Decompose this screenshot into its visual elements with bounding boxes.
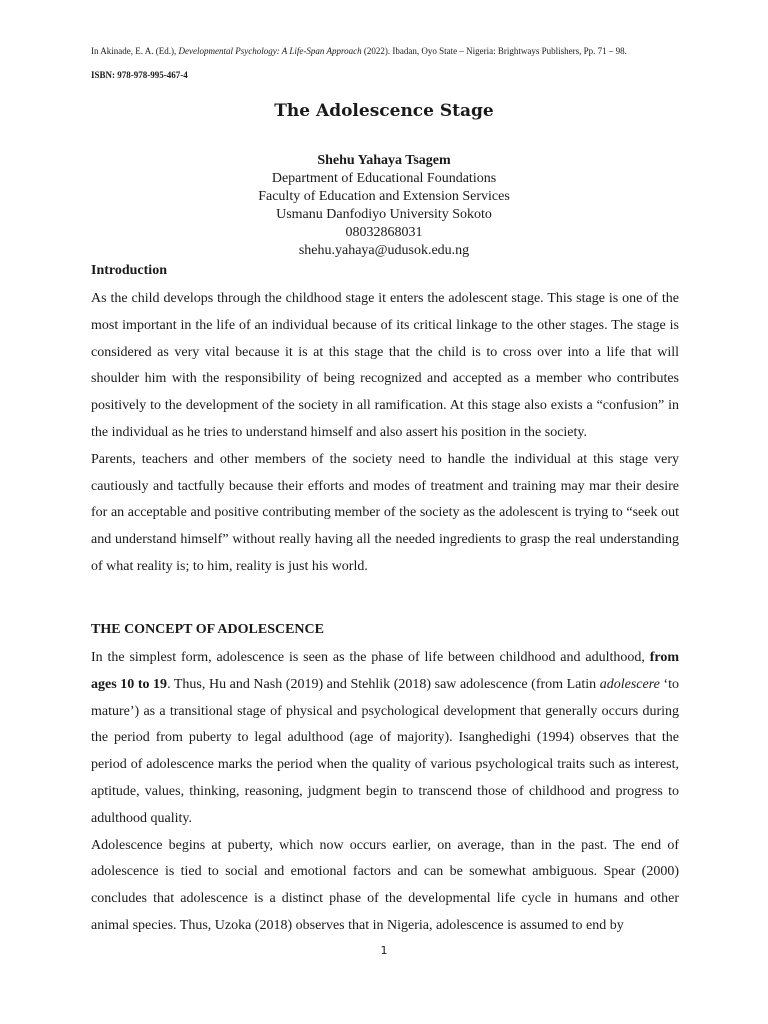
citation-prefix: In Akinade, E. A. (Ed.), [91, 46, 179, 56]
introduction-heading: Introduction [91, 263, 167, 278]
age-range-emphasis: from ages 10 to 19 [91, 650, 679, 692]
author-department: Department of Educational Foundations [271, 171, 497, 186]
page-title: The Adolescence Stage [274, 101, 494, 121]
introduction-body [91, 286, 679, 581]
concept-paragraph-1: In the simplest form, adolescence is seen as the phase of life between childhood and adulthood, from ages 10 to 19. Thus, Hu and Nash (2019) and Stehlik (2018) saw adolescence (from Latin adolescere ‘to mature’) as a transitional stage of physical and psychological development that generally occurs during the period from puberty to legal adulthood (age of majority). Isanghedighi (1994) observes that the period of adolescence marks the period when the quality of various psychological traits such as interest, aptitude, values, thinking, reasoning, judgment begin to transcend those of childhood and progress to adulthood quality. [91, 650, 679, 826]
author-block [0, 152, 768, 260]
introduction-paragraph-2: Parents, teachers and other members of the society need to handle the individual at this stage very cautiously and tactfully because their efforts and modes of treatment and training may mar their desire for an acceptable and positive contributing member of the society as the adolescent is trying to “seek out and understand himself” without really having all the needed ingredients to grasp the real understanding of what reality is; to him, reality is just his world. [91, 451, 679, 574]
isbn: ISBN: 978-978-995-467-4 [91, 70, 188, 80]
concept-body [91, 645, 679, 940]
citation-suffix: (2022). Ibadan, Oyo State – Nigeria: Brightways Publishers, Pp. 71 – 98. [361, 46, 627, 56]
latin-term: adolescere [599, 676, 660, 692]
author-university: Usmanu Danfodiyo University Sokoto [276, 207, 492, 222]
introduction-paragraph-1: As the child develops through the childhood stage it enters the adolescent stage. This stage is one of the most important in the life of an individual because of its critical linkage to the other stages. The stage is considered as very vital because it is at this stage that the child is to cross over into a life that will shoulder him with the responsibility of being recognized and accepted as a member who contributes positively to the development of the society in all ramification. At this stage also exists a “confusion” in the individual as he tries to understand himself and also assert his position in the society. [91, 291, 679, 440]
author-name: Shehu Yahaya Tsagem [317, 153, 451, 168]
citation-book-title: Developmental Psychology: A Life-Span Approach [178, 46, 362, 56]
concept-paragraph-2: Adolescence begins at puberty, which now occurs earlier, on average, than in the past. The end of adolescence is tied to social and emotional factors and can be somewhat ambiguous. Spear (2000) concludes that adolescence is a distinct phase of the developmental life cycle in humans and other animal species. Thus, Uzoka (2018) observes that in Nigeria, adolescence is assumed to end by [91, 837, 679, 933]
author-phone: 08032868031 [345, 225, 423, 240]
citation-line [91, 46, 683, 57]
author-email: shehu.yahaya@udusok.edu.ng [298, 243, 470, 258]
concept-heading: THE CONCEPT OF ADOLESCENCE [91, 622, 324, 637]
author-faculty: Faculty of Education and Extension Services [258, 189, 510, 204]
page-number: 1 [380, 944, 388, 957]
